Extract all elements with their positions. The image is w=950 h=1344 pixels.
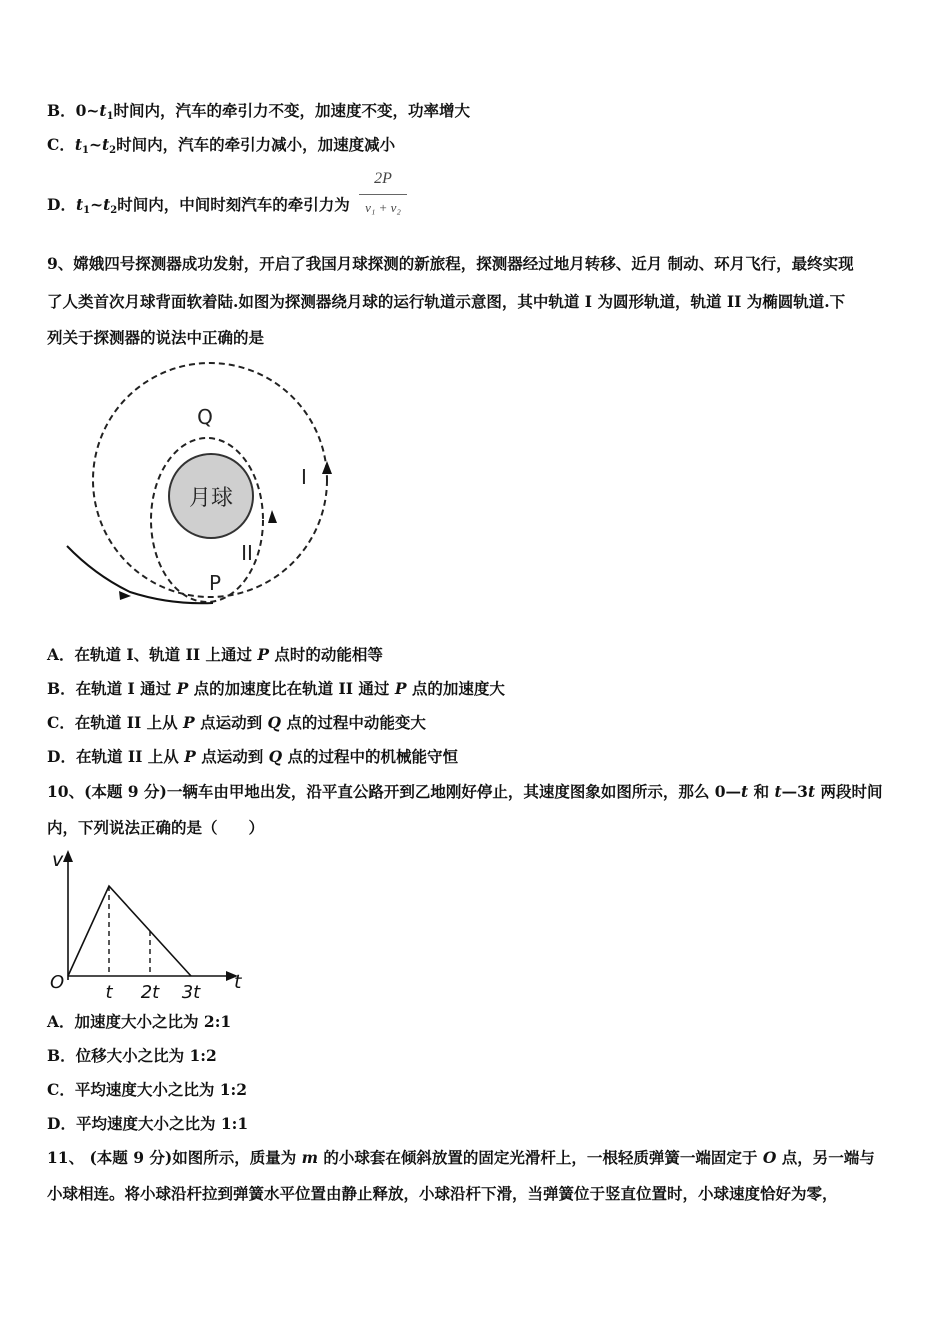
label-q: Q: [197, 405, 213, 429]
velocity-time-graph: [48, 848, 258, 1006]
stem-text: 点，另一端与: [776, 1148, 875, 1167]
label-p: P: [208, 571, 222, 595]
moon-label: 月球: [188, 486, 234, 511]
option-text: 在轨道 I 通过: [75, 679, 177, 698]
option-text: 点的过程中动能变大: [281, 713, 426, 732]
option-label: A．: [47, 645, 75, 664]
fraction-numerator: 2P: [374, 170, 392, 187]
option-label: C．: [47, 135, 75, 154]
var-q: Q: [268, 747, 283, 766]
option-text: 时间内，汽车的牵引力减小，加速度减小: [116, 135, 396, 154]
q9-option-a: [47, 644, 383, 666]
label-orbit-ii: II: [241, 541, 253, 565]
x-tick-label-3t: 3t: [181, 982, 201, 1003]
subscript: 2: [110, 205, 118, 216]
option-label: D．: [47, 747, 76, 766]
var-t: t: [74, 135, 83, 154]
option-text: 在轨道 II 上从: [74, 713, 184, 732]
option-label: D．: [47, 1114, 76, 1133]
option-text: 点的加速度比在轨道 II 通过: [188, 679, 395, 698]
var-t: t: [103, 195, 111, 214]
x-tick-label-t: t: [105, 982, 113, 1003]
q8-option-b: [47, 100, 470, 128]
var-t: t: [75, 195, 84, 214]
option-label: B．: [47, 101, 76, 120]
stem-text: 11、 (本题 9 分)如图所示，质量为: [47, 1148, 302, 1167]
q9-stem-line3: 列关于探测器的说法中正确的是: [47, 328, 265, 347]
option-text: 位移大小之比为 1:2: [75, 1046, 217, 1065]
tilde: ~: [90, 195, 104, 214]
y-axis-arrow-icon: [63, 850, 73, 862]
q10-stem-line2: 内，下列说法正确的是（ ）: [47, 818, 265, 837]
var-t: t: [807, 782, 816, 801]
fraction-bar: [359, 194, 407, 195]
fraction-denominator: v₁ + v₂: [365, 200, 401, 215]
option-text: 时间内，汽车的牵引力不变，加速度不变，功率增大: [113, 101, 471, 120]
var-p: P: [176, 679, 189, 698]
q10-option-a: [47, 1011, 231, 1033]
var-q: Q: [267, 713, 282, 732]
var-p: P: [183, 713, 195, 732]
option-text: 点运动到: [194, 713, 268, 732]
x-axis-label: t: [234, 971, 242, 993]
subscript: 1: [83, 205, 91, 216]
graph-marks: [68, 886, 191, 976]
subscript: 1: [106, 111, 114, 122]
q8-option-c: [47, 134, 395, 162]
subscript: 1: [82, 145, 89, 156]
var-t: t: [741, 782, 749, 801]
stem-text: 和: [748, 782, 775, 801]
y-axis-label: v: [52, 849, 64, 871]
q9-stem-line1: 9、嫦娥四号探测器成功发射，开启了我国月球探测的新旅程，探测器经过地月转移、近月 制动、环月飞行，最终实现: [47, 254, 854, 273]
var-t: t: [99, 101, 107, 120]
option-text: 平均速度大小之比为 1:2: [74, 1080, 248, 1099]
q9-option-d: [47, 746, 458, 768]
var-o: O: [762, 1148, 777, 1167]
q9-option-b: [47, 678, 505, 700]
label-orbit-i: I: [301, 465, 307, 489]
var-t: t: [774, 782, 782, 801]
q10-stem-line1: [47, 781, 883, 803]
option-text: 点的过程中的机械能守恒: [282, 747, 459, 766]
orbit-i-arrow-icon: [322, 461, 332, 474]
option-label: D．: [47, 195, 76, 214]
stem-text: 的小球套在倾斜放置的固定光滑杆上，一根轻质弹簧一端固定于: [318, 1148, 763, 1167]
velocity-line: [68, 886, 191, 976]
var-t: t: [101, 135, 110, 154]
fraction-2p-over-v1v2: [357, 168, 409, 224]
orbit-diagram: [55, 360, 355, 620]
stem-text: 两段时间: [815, 782, 883, 801]
orbit-ii-arrow-icon: [268, 510, 277, 523]
q11-stem-line2: 小球相连。将小球沿杆拉到弹簧水平位置由静止释放，小球沿杆下滑，当弹簧位于竖直位置时，小球速度恰好为零，: [47, 1184, 838, 1203]
option-label: C．: [47, 1080, 75, 1099]
q8-option-d: [47, 194, 350, 222]
stem-text: —3: [781, 782, 808, 801]
subscript: 2: [109, 145, 117, 156]
option-text: 0~: [75, 101, 100, 120]
origin-label: O: [50, 972, 65, 993]
x-tick-label-2t: 2t: [140, 982, 160, 1003]
option-text: 加速度大小之比为 2:1: [74, 1012, 232, 1031]
option-text: 平均速度大小之比为 1:1: [75, 1114, 249, 1133]
option-text: 在轨道 II 上从: [75, 747, 185, 766]
option-label: C．: [47, 713, 75, 732]
stem-text: 10、(本题 9 分)一辆车由甲地出发，沿平直公路开到乙地刚好停止，其速度图象如图所示，那么 0—: [47, 782, 741, 801]
option-text: 点的加速度大: [406, 679, 505, 698]
q10-option-c: [47, 1079, 247, 1101]
q9-option-c: [47, 712, 426, 734]
option-label: B．: [47, 1046, 76, 1065]
q10-option-b: [47, 1045, 217, 1067]
var-m: m: [301, 1148, 319, 1167]
option-text: 点运动到: [195, 747, 269, 766]
var-p: P: [184, 747, 196, 766]
var-p: P: [257, 645, 270, 664]
q10-option-d: [47, 1113, 248, 1135]
option-text: 在轨道 I、轨道 II 上通过: [74, 645, 258, 664]
q9-stem-line2: 了人类首次月球背面软着陆.如图为探测器绕月球的运行轨道示意图，其中轨道 I 为圆形轨道，轨道 II 为椭圆轨道.下: [47, 292, 846, 311]
var-p: P: [394, 679, 407, 698]
q11-stem-line1: [47, 1147, 875, 1169]
tilde: ~: [88, 135, 102, 154]
option-text: 点时的动能相等: [269, 645, 383, 664]
option-label: B．: [47, 679, 76, 698]
option-label: A．: [47, 1012, 75, 1031]
option-text: 时间内，中间时刻汽车的牵引力为: [117, 195, 350, 214]
